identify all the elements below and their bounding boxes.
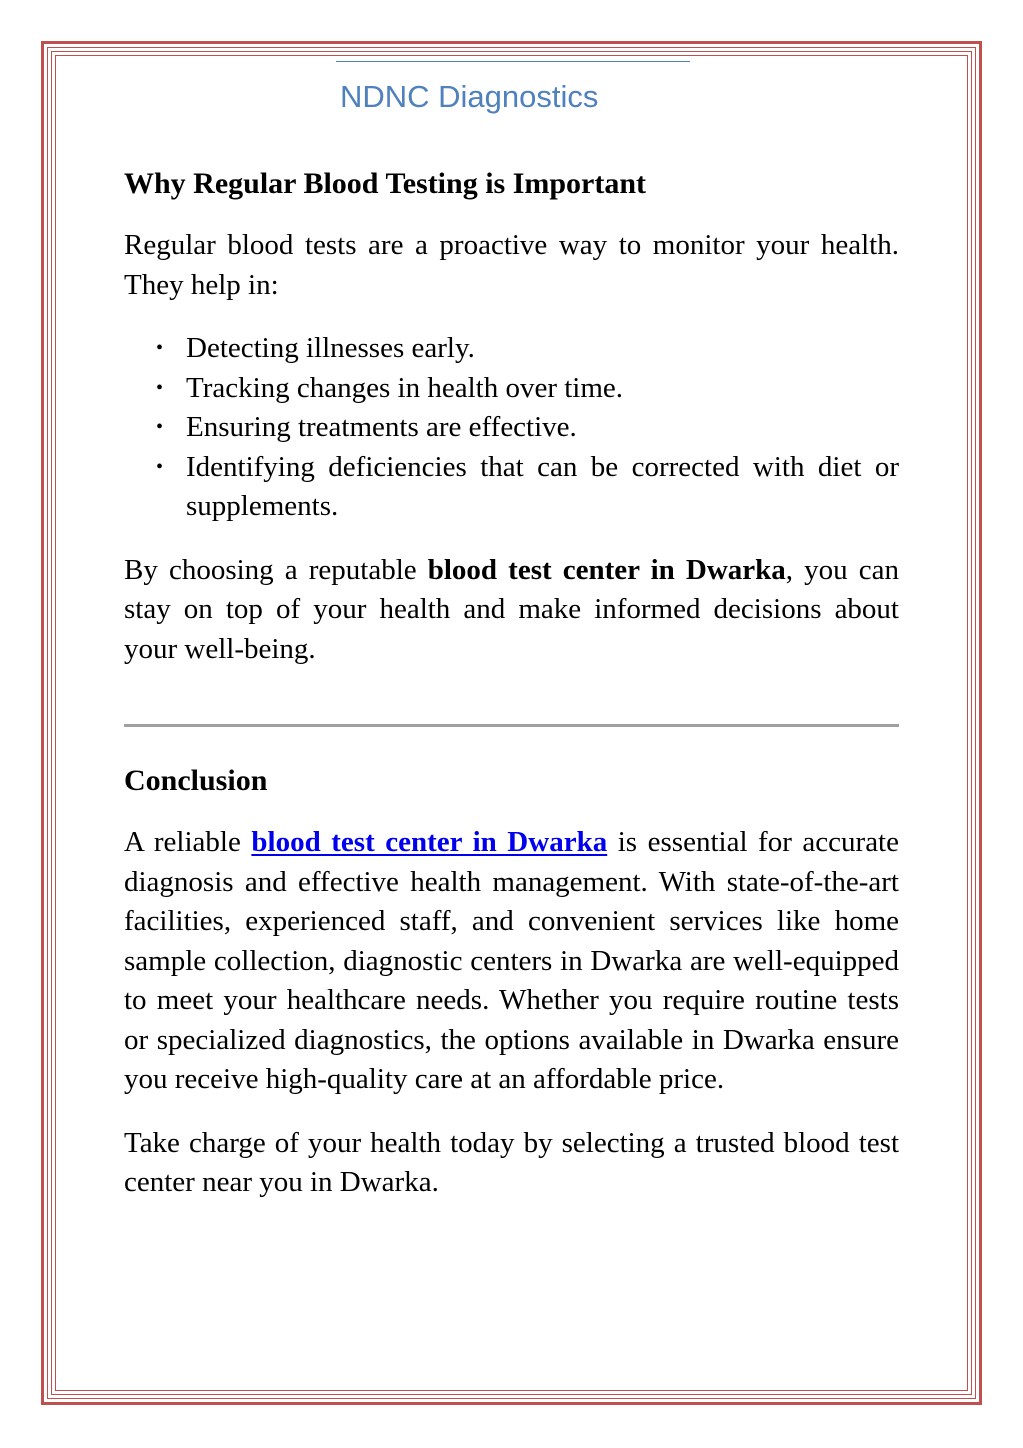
list-item xyxy=(124,408,899,448)
section-divider xyxy=(124,724,899,727)
blood-test-center-link[interactable]: blood test center in Dwarka xyxy=(251,826,608,858)
list-item-text: Identifying deficiencies that can be corrected with diet or supplements. xyxy=(186,450,899,522)
list-item xyxy=(124,329,899,369)
conclusion-text-prefix: A reliable xyxy=(124,826,252,858)
bullet-icon: • xyxy=(156,337,164,359)
list-item xyxy=(124,369,899,409)
list-item-text: Detecting illnesses early. xyxy=(186,332,475,364)
choose-paragraph xyxy=(124,551,899,670)
choose-text-prefix: By choosing a reputable xyxy=(124,553,428,586)
header-rule xyxy=(336,61,690,62)
conclusion-text-suffix: is essential for accurate diagnosis and effective health management. With state-of-the-art facilities, experienced staff, and convenient services like home sample collection, diagnostic centers in Dwarka are well-equipped to meet your healthcare needs. Whether you require routine tests or specialized diagnostics, the options available in Dwarka ensure you receive high-quality care at an affordable price. xyxy=(124,826,899,1095)
list-item-text: Tracking changes in health over time. xyxy=(186,371,624,404)
bullet-icon: • xyxy=(156,376,164,399)
list-item-text: Ensuring treatments are effective. xyxy=(186,411,577,443)
call-to-action-paragraph: Take charge of your health today by selecting a trusted blood test center near you in Dwarka. xyxy=(124,1126,899,1198)
list-item xyxy=(124,448,899,527)
section-heading-conclusion: Conclusion xyxy=(124,764,268,797)
brand-title: NDNC Diagnostics xyxy=(340,79,599,114)
choose-text-bold: blood test center in Dwarka xyxy=(427,553,786,586)
conclusion-paragraph xyxy=(124,823,899,1100)
bullet-icon: • xyxy=(156,455,164,478)
intro-paragraph: Regular blood tests are a proactive way to monitor your health. They help in: xyxy=(124,229,899,301)
section-heading-why: Why Regular Blood Testing is Important xyxy=(124,167,647,200)
bullet-icon: • xyxy=(156,416,164,438)
document-body xyxy=(124,164,899,1203)
choose-text-suffix: , you can stay on top of your health and make informed decisions about your well-being. xyxy=(124,553,899,665)
benefits-list xyxy=(124,329,899,527)
